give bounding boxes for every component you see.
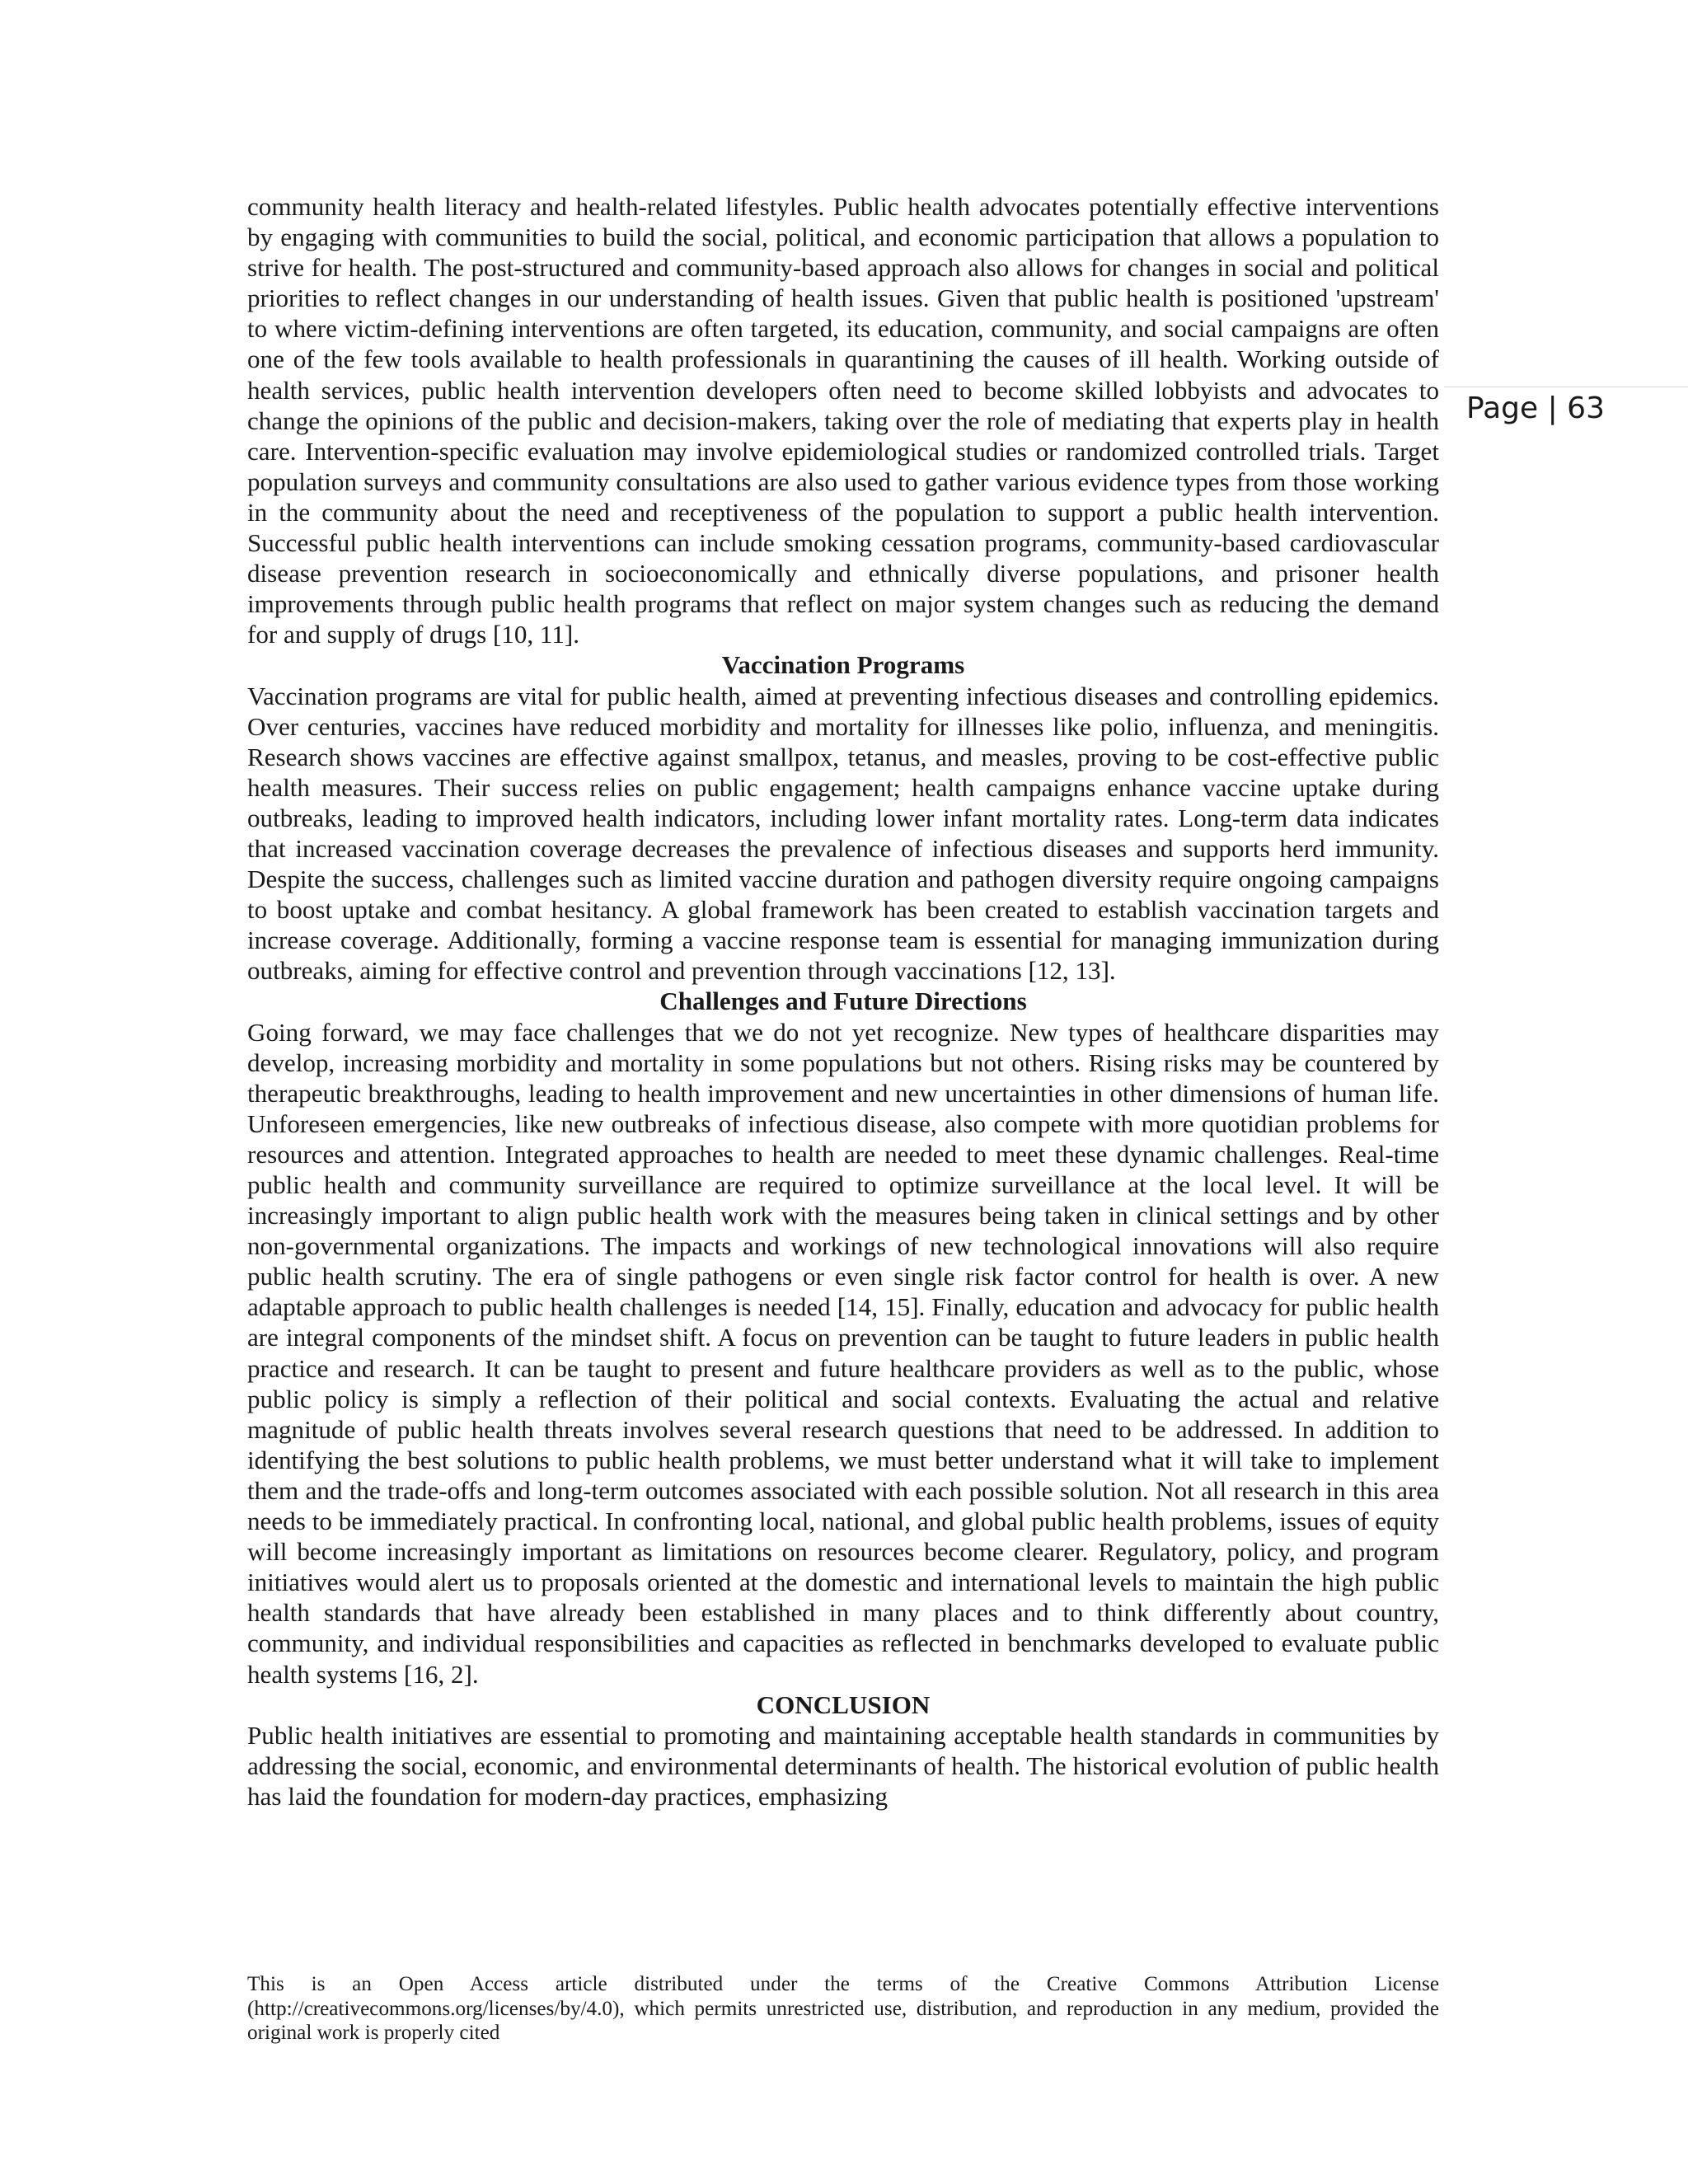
license-text: This is an Open Access article distributed under the terms of the Creative Commons Attribution License (http://creativecommons.org/licenses/by/4.0), which permits unrestricted use, distribution, and reproduction in any medium, provided the original work is properly cited — [247, 1973, 1439, 2044]
body-paragraph: community health literacy and health-related lifestyles. Public health advocates potentially effective interventions by engaging with communities to build the social, political, and economic participation that allows a population to strive for health. The post-structured and community-based approach also allows for changes in social and political priorities to reflect changes in our understanding of health issues. Given that public health is positioned 'upstream' to where victim-defining interventions are often targeted, its education, community, and social campaigns are often one of the few tools available to health professionals in quarantining the causes of ill health. Working outside of health services, public health intervention developers often need to become skilled lobbyists and advocates to change the opinions of the public and decision-makers, taking over the role of mediating that experts play in health care. Intervention-specific evaluation may involve epidemiological studies or randomized controlled trials. Target population surveys and community consultations are also used to gather various evidence types from those working in the community about the need and receptiveness of the population to support a public health intervention. Successful public health interventions can include smoking cessation programs, community-based cardiovascular disease prevention research in socioeconomically and ethnically diverse populations, and prisoner health improvements through public health programs that reflect on major system changes such as reducing the demand for and supply of drugs [10, 11]. — [247, 192, 1439, 649]
body-paragraph: Going forward, we may face challenges that we do not yet recognize. New types of healthcare disparities may develop, increasing morbidity and mortality in some populations but not others. Rising risks may be countered by therapeutic breakthroughs, leading to health improvement and new uncertainties in other dimensions of human life. Unforeseen emergencies, like new outbreaks of infectious disease, also compete with more quotidian problems for resources and attention. Integrated approaches to health are needed to meet these dynamic challenges. Real-time public health and community surveillance are required to optimize surveillance at the local level. It will be increasingly important to align public health work with the measures being taken in clinical settings and by other non-governmental organizations. The impacts and workings of new technological innovations will also require public health scrutiny. The era of single pathogens or even single risk factor control for health is over. A new adaptable approach to public health challenges is needed [14, 15]. Finally, education and advocacy for public health are integral components of the mindset shift. A focus on prevention can be taught to future leaders in public health practice and research. It can be taught to present and future healthcare providers as well as to the public, whose public policy is simply a reflection of their political and social contexts. Evaluating the actual and relative magnitude of public health threats involves several research questions that need to be addressed. In addition to identifying the best solutions to public health problems, we must better understand what it will take to implement them and the trade-offs and long-term outcomes associated with each possible solution. Not all research in this area needs to be immediately practical. In confronting local, national, and global public health problems, issues of equity will become increasingly important as limitations on resources become clearer. Regulatory, policy, and program initiatives would alert us to proposals oriented at the domestic and international levels to maintain the high public health standards that have already been established in many places and to think differently about country, community, and individual responsibilities and capacities as reflected in benchmarks developed to evaluate public health systems [16, 2]. — [247, 1017, 1439, 1689]
section-heading-conclusion: CONCLUSION — [756, 1690, 931, 1719]
section-heading-vaccination-programs: Vaccination Programs — [721, 650, 965, 680]
body-paragraph: Vaccination programs are vital for public health, aimed at preventing infectious diseases and controlling epidemics. Over centuries, vaccines have reduced morbidity and mortality for illnesses like polio, influenza, and meningitis. Research shows vaccines are effective against smallpox, tetanus, and measles, proving to be cost-effective public health measures. Their success relies on public engagement; health campaigns enhance vaccine uptake during outbreaks, leading to improved health indicators, including lower infant mortality rates. Long-term data indicates that increased vaccination coverage decreases the prevalence of infectious diseases and supports herd immunity. Despite the success, challenges such as limited vaccine duration and pathogen diversity require ongoing campaigns to boost uptake and combat hesitancy. A global framework has been created to establish vaccination targets and increase coverage. Additionally, forming a vaccine response team is essential for managing immunization during outbreaks, aiming for effective control and prevention through vaccinations [12, 13]. — [247, 681, 1439, 986]
license-footer — [247, 1972, 1439, 2046]
section-heading-challenges-future-directions: Challenges and Future Directions — [659, 987, 1027, 1016]
page-number: Page | 63 — [1466, 391, 1605, 425]
body-paragraph: Public health initiatives are essential to promoting and maintaining acceptable health standards in communities by addressing the social, economic, and environmental determinants of health. The historical evolution of public health has laid the foundation for modern-day practices, emphasizing — [247, 1720, 1439, 1811]
article-body — [247, 191, 1439, 1811]
